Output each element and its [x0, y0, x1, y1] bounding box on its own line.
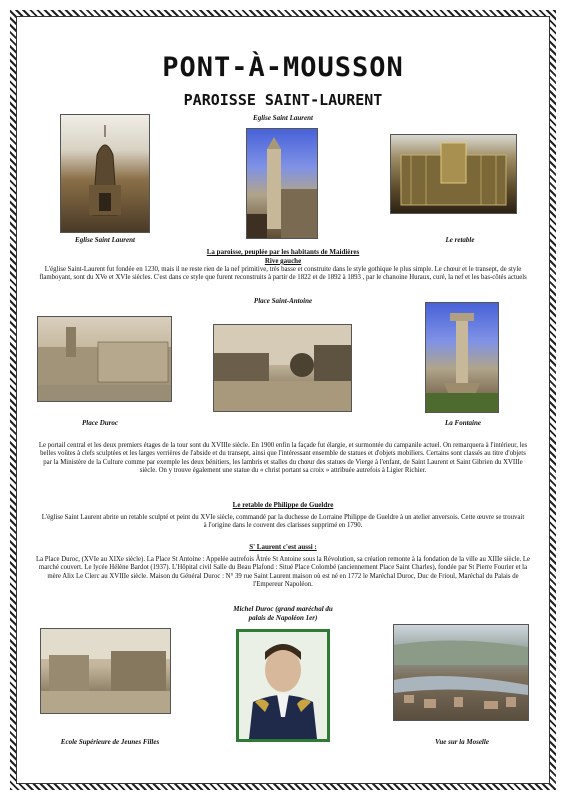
photo-church-facade	[246, 128, 318, 239]
photo-vue-moselle	[393, 624, 529, 721]
section-heading-parish: La paroisse, peuplée par les habitants de Maidières	[206, 248, 360, 256]
section-subheading-rive-gauche: Rive gauche	[264, 257, 302, 265]
photo-caption-place-saint-antoine: Place Saint-Antoine	[253, 297, 313, 305]
photo-caption-church-left: Eglise Saint Laurent	[75, 236, 135, 244]
page-title: PONT-À-MOUSSON	[162, 52, 404, 83]
section-text-portal: Le portail central et les deux premiers étages de la tour sont du XVIIIe siècle. En 1900 enfin la façade fut élargie, et surmontée du campanile actuel. On remarquera à l'intérieur, les belles voûtes à clefs sculptées et les larges verrières de l'abside et du transept, ainsi que l'intéressant ensemble de statues et d'objets mobiliers. Certains sont classés au titre d'objets par la Ministère de la Culture comme par exemple les deux bénitiers, les lambris et stalles du chœur des statues de Vierge à l'enfant, de Saint Laurent et Saint Gibrien du XVIIIe siècle. On y trouve également une statue du « christ portant sa croix » attribuée autrefois à Ligier Richier.	[38, 442, 528, 474]
section-heading-also: S' Laurent c'est aussi :	[249, 543, 317, 551]
photo-place-duroc	[37, 316, 172, 402]
photo-caption-place-duroc: Place Duroc	[82, 419, 118, 427]
photo-caption-moselle: Vue sur la Moselle	[435, 738, 489, 746]
photo-caption-retable: Le retable	[445, 236, 475, 244]
photo-caption-ecole: Ecole Supérieure de Jeunes Filles	[60, 738, 160, 746]
photo-caption-duroc-line2: palais de Napoléon 1er)	[248, 614, 318, 622]
photo-place-saint-antoine	[213, 324, 352, 412]
section-text-also: La Place Duroc, (XVIe au XIXe siècle). La Place St Antoine : Appelée autrefois Âtrée St Antoine sous la Révolution, sa création remonte à la fondation de la ville au XIIIe siècle. Le marché couvert. Le lycée Hélène Bardot (1937). L'Hôpital civil Salle du Beau Plafond : Situé Place Colombé (anciennement Place Saint Charles), fondée par St Pierre Fourier et la mère Alix Le Clerc au XVIIIe siècle. Maison du Général Duroc : N° 39 rue Saint Laurent maison où est né en 1772 le Maréchal Duroc, Duc de Frioul, Maréchal du Palais de l'Empereur Napoléon.	[35, 556, 531, 588]
section-heading-retable: Le retable de Philippe de Gueldre	[232, 501, 334, 509]
section-text-retable: L'église Saint Laurent abrite un retable sculpté et peint du XVIe siècle, commandé par la duchesse de Lorraine Philippe de Gueldre à un atelier anversois. Cette œuvre se trouvait à l'origine dans le couvent des clarisses supprimé en 1790.	[41, 514, 525, 530]
page-subtitle: PAROISSE SAINT-LAURENT	[183, 91, 383, 109]
photo-retable	[390, 134, 517, 214]
photo-ecole-superieure	[40, 628, 171, 714]
photo-caption-la-fontaine: La Fontaine	[445, 419, 481, 427]
photo-caption-church-center: Eglise Saint Laurent	[253, 114, 313, 122]
photo-portrait-michel-duroc	[236, 629, 330, 742]
section-text-parish: L'église Saint-Laurent fut fondée en 1230, mais il ne reste rien de la nef primitive, très basse et construite dans le style gothique le plus simple. Le chœur et le transept, de style flamboyant, sont du XVe et XVIe siècles. C'est dans ce style que furent reconstruits à partir de 1822 et de 1892 à 1893 , par le chanoine Huraux, curé, la nef et les bas-côtés actuels	[39, 266, 527, 282]
photo-caption-duroc-line1: Michel Duroc (grand maréchal du	[233, 605, 333, 613]
photo-church-bell-tower	[60, 114, 150, 233]
photo-la-fontaine	[425, 302, 499, 413]
